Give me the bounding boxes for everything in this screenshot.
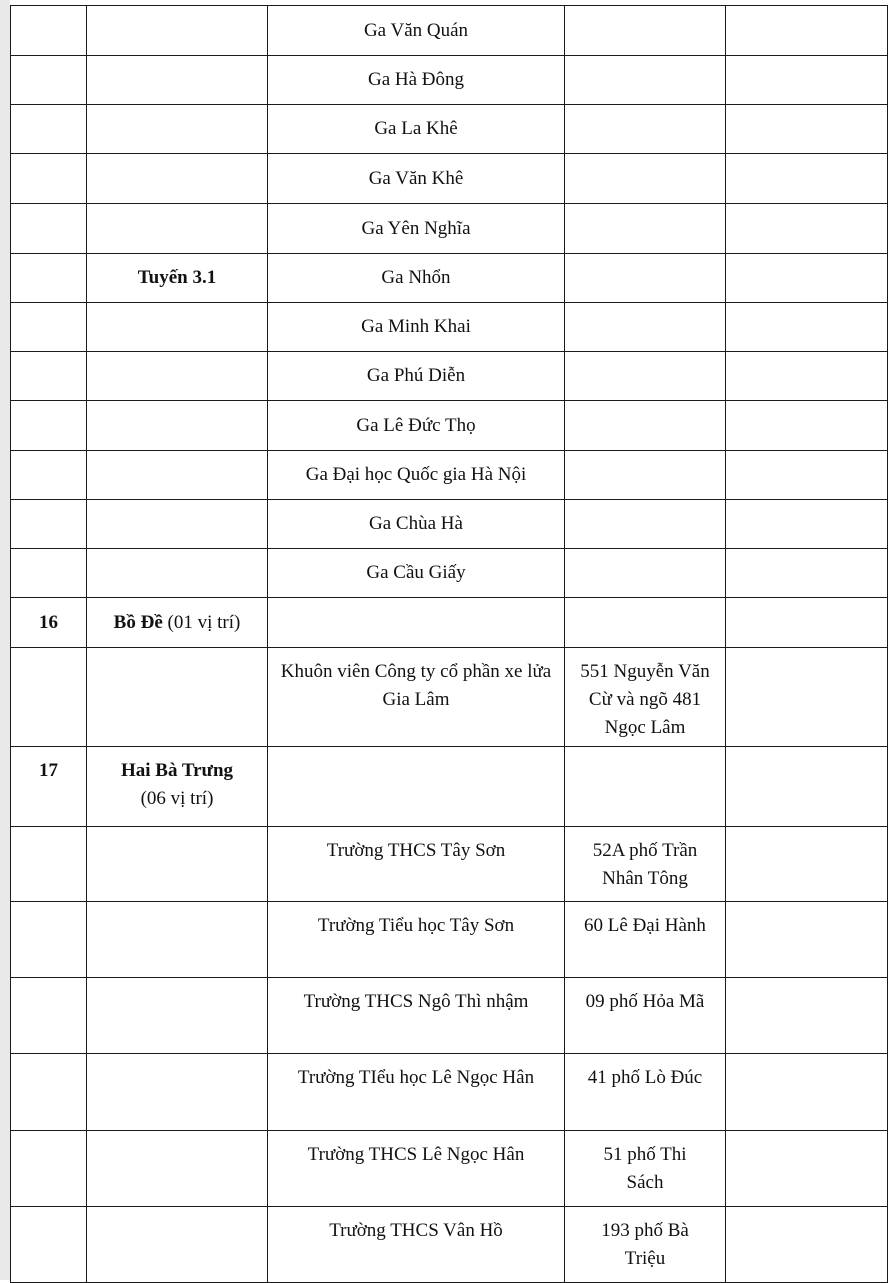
district-name: Bồ Đề — [113, 611, 163, 633]
area-cell — [87, 154, 268, 204]
note-cell — [726, 303, 888, 352]
station-cell: Ga Chùa Hà — [268, 500, 565, 549]
table-row — [11, 1207, 888, 1283]
area-cell — [87, 648, 268, 747]
table-row — [11, 902, 888, 978]
note-cell — [726, 56, 888, 105]
address-cell — [565, 303, 726, 352]
stt-cell — [11, 827, 87, 902]
table-row — [11, 978, 888, 1054]
note-cell — [726, 204, 888, 254]
table-row — [11, 6, 888, 56]
area-cell — [87, 500, 268, 549]
address-cell — [565, 500, 726, 549]
site-name: Trường TIểu học Lê Ngọc Hân — [268, 1054, 565, 1131]
address-cell — [565, 352, 726, 401]
table-row — [11, 105, 888, 154]
location-count: (01 vị trí) — [162, 611, 241, 633]
site-name: Trường THCS Vân Hồ — [268, 1207, 565, 1283]
note-cell — [726, 902, 888, 978]
station-cell — [268, 598, 565, 648]
site-name: Trường Tiểu học Tây Sơn — [268, 902, 565, 978]
area-cell — [87, 56, 268, 105]
station-cell: Ga Hà Đông — [268, 56, 565, 105]
note-cell — [726, 1207, 888, 1283]
stt-cell — [11, 648, 87, 747]
table-row — [11, 352, 888, 401]
station-cell: Ga Đại học Quốc gia Hà Nội — [268, 451, 565, 500]
table-row — [11, 56, 888, 105]
address-cell — [565, 401, 726, 451]
district-name: Hai Bà Trưng — [120, 760, 234, 781]
line-label: Tuyến 3.1 — [87, 254, 268, 303]
stt-cell — [11, 500, 87, 549]
location-count: (06 vị trí) — [140, 788, 214, 809]
table-row — [11, 1131, 888, 1207]
address-cell — [565, 598, 726, 648]
table-row — [11, 303, 888, 352]
area-cell — [87, 1207, 268, 1283]
note-cell — [726, 105, 888, 154]
area-cell — [87, 204, 268, 254]
stt-cell — [11, 204, 87, 254]
site-address: 551 Nguyễn Văn Cừ và ngõ 481 Ngọc Lâm — [565, 648, 726, 747]
stt-cell — [11, 1131, 87, 1207]
site-name: Trường THCS Ngô Thì nhậm — [268, 978, 565, 1054]
site-name: Khuôn viên Công ty cổ phần xe lửa Gia Lâm — [268, 648, 565, 747]
note-cell — [726, 1054, 888, 1131]
station-cell: Ga Yên Nghĩa — [268, 204, 565, 254]
table-row — [11, 204, 888, 254]
address-cell — [565, 204, 726, 254]
address-cell — [565, 747, 726, 827]
stt-cell — [11, 154, 87, 204]
note-cell — [726, 352, 888, 401]
station-cell: Ga Lê Đức Thọ — [268, 401, 565, 451]
table-row — [11, 154, 888, 204]
area-cell — [87, 1054, 268, 1131]
table-row — [11, 827, 888, 902]
stt-cell — [11, 105, 87, 154]
station-cell: Ga Cầu Giấy — [268, 549, 565, 598]
station-cell: Ga Nhổn — [268, 254, 565, 303]
note-cell — [726, 254, 888, 303]
district-row — [11, 598, 888, 648]
area-cell — [87, 978, 268, 1054]
site-address: 60 Lê Đại Hành — [565, 902, 726, 978]
district-heading — [87, 747, 268, 827]
area-cell — [87, 352, 268, 401]
table-row — [11, 401, 888, 451]
note-cell — [726, 401, 888, 451]
note-cell — [726, 549, 888, 598]
area-cell — [87, 902, 268, 978]
stt-cell — [11, 549, 87, 598]
station-cell — [268, 747, 565, 827]
site-name: Trường THCS Lê Ngọc Hân — [268, 1131, 565, 1207]
note-cell — [726, 827, 888, 902]
site-address: 193 phố Bà Triệu — [565, 1207, 726, 1283]
area-cell — [87, 451, 268, 500]
site-name: Trường THCS Tây Sơn — [268, 827, 565, 902]
area-cell — [87, 401, 268, 451]
address-cell — [565, 56, 726, 105]
note-cell — [726, 500, 888, 549]
note-cell — [726, 747, 888, 827]
stt-cell — [11, 1054, 87, 1131]
site-address: 51 phố Thi Sách — [565, 1131, 726, 1207]
table-row — [11, 500, 888, 549]
stt-cell — [11, 401, 87, 451]
stt-number: 17 — [11, 747, 87, 827]
station-cell: Ga La Khê — [268, 105, 565, 154]
note-cell — [726, 451, 888, 500]
address-cell — [565, 154, 726, 204]
note-cell — [726, 648, 888, 747]
district-row — [11, 747, 888, 827]
site-address: 41 phố Lò Đúc — [565, 1054, 726, 1131]
address-cell — [565, 451, 726, 500]
table-row — [11, 549, 888, 598]
stt-cell — [11, 56, 87, 105]
stt-cell — [11, 352, 87, 401]
note-cell — [726, 154, 888, 204]
note-cell — [726, 1131, 888, 1207]
stt-cell — [11, 978, 87, 1054]
station-cell: Ga Văn Khê — [268, 154, 565, 204]
location-table — [10, 5, 888, 1283]
stt-cell — [11, 303, 87, 352]
area-cell — [87, 6, 268, 56]
stt-number: 16 — [11, 598, 87, 648]
area-cell — [87, 105, 268, 154]
stt-cell — [11, 451, 87, 500]
site-address: 09 phố Hỏa Mã — [565, 978, 726, 1054]
note-cell — [726, 978, 888, 1054]
stt-cell — [11, 902, 87, 978]
stt-cell — [11, 254, 87, 303]
table-row — [11, 254, 888, 303]
table-row — [11, 1054, 888, 1131]
table-row — [11, 648, 888, 747]
area-cell — [87, 827, 268, 902]
district-heading — [87, 598, 268, 648]
address-cell — [565, 549, 726, 598]
stt-cell — [11, 6, 87, 56]
address-cell — [565, 6, 726, 56]
address-cell — [565, 105, 726, 154]
table-row — [11, 451, 888, 500]
stt-cell — [11, 1207, 87, 1283]
left-page-edge — [0, 0, 10, 1280]
station-cell: Ga Minh Khai — [268, 303, 565, 352]
address-cell — [565, 254, 726, 303]
station-cell: Ga Phú Diễn — [268, 352, 565, 401]
site-address: 52A phố Trần Nhân Tông — [565, 827, 726, 902]
area-cell — [87, 303, 268, 352]
area-cell — [87, 1131, 268, 1207]
note-cell — [726, 598, 888, 648]
station-cell: Ga Văn Quán — [268, 6, 565, 56]
area-cell — [87, 549, 268, 598]
note-cell — [726, 6, 888, 56]
